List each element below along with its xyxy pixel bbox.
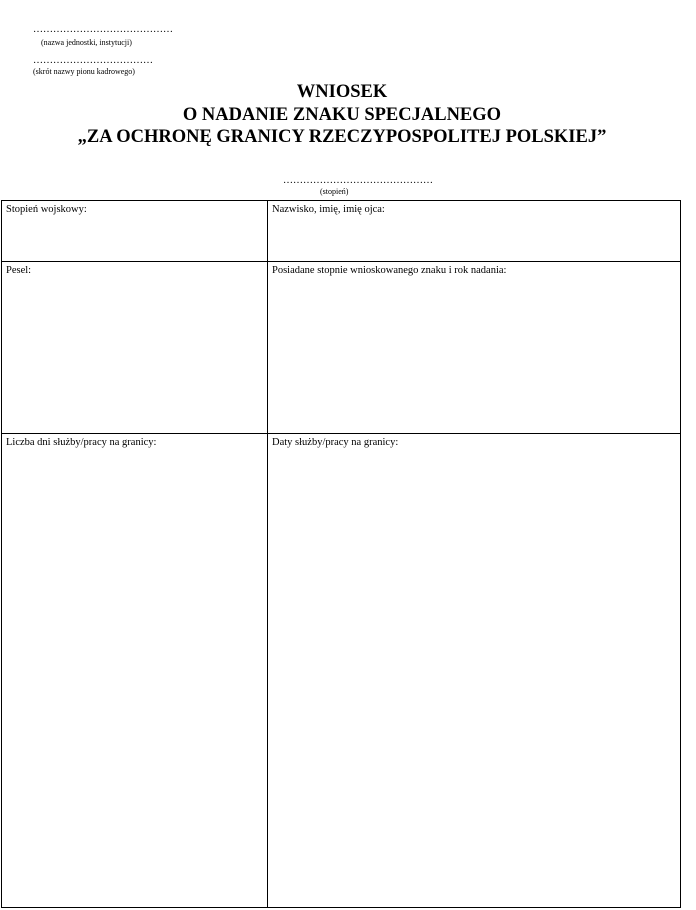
department-abbreviation-caption: (skrót nazwy pionu kadrowego) (33, 67, 135, 76)
military-rank-label: Stopień wojskowy: (6, 204, 87, 215)
border-service-dates-field[interactable] (268, 434, 680, 907)
application-form-table (1, 200, 681, 908)
unit-name-caption: (nazwa jednostki, instytucji) (41, 38, 132, 47)
owned-badge-grades-label: Posiadane stopnie wnioskowanego znaku i rok nadania: (272, 265, 507, 276)
document-title-line-1: WNIOSEK (296, 82, 388, 102)
document-title-line-3: „ZA OCHRONĘ GRANICY RZECZYPOSPOLITEJ POLSKIEJ” (77, 127, 607, 147)
pesel-field[interactable] (2, 262, 267, 433)
unit-name-dotted-line[interactable]: …………………………………… (33, 24, 173, 35)
full-name-field[interactable] (268, 201, 680, 261)
rank-dotted-line[interactable]: ……………………………………… (283, 175, 433, 186)
border-service-days-field[interactable] (2, 434, 267, 907)
pesel-label: Pesel: (6, 265, 32, 276)
military-rank-field[interactable] (2, 201, 267, 261)
full-name-label: Nazwisko, imię, imię ojca: (272, 204, 385, 215)
department-abbreviation-dotted-line[interactable]: ……………………………… (33, 55, 153, 66)
border-service-dates-label: Daty służby/pracy na granicy: (272, 437, 399, 448)
document-title-line-2: O NADANIE ZNAKU SPECJALNEGO (182, 105, 502, 125)
border-service-days-label: Liczba dni służby/pracy na granicy: (6, 437, 157, 448)
rank-caption: (stopień) (320, 187, 349, 196)
owned-badge-grades-field[interactable] (268, 262, 680, 433)
